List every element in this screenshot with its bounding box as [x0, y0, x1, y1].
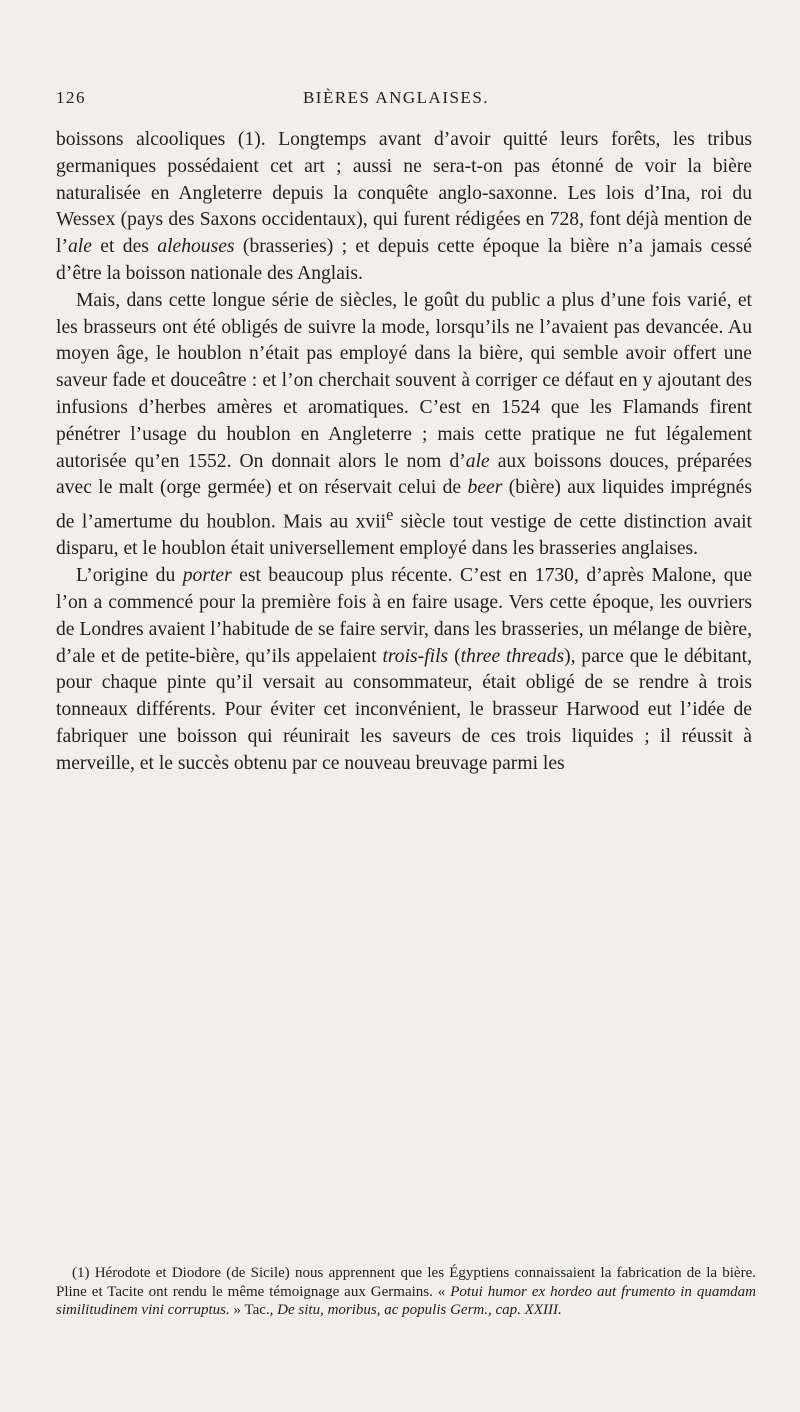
- paragraph-2: [56, 288, 752, 564]
- paragraph-1-text-3: (brasseries) ; et depuis cette époque la bière n’a jamais cessé d’être la boisson nationale des Anglais.: [56, 236, 752, 284]
- paragraph-2-text-4: siècle tout vestige de cette distinction avait disparu, et le houblon était universellement employé dans les brasseries anglaises.: [56, 511, 752, 560]
- footnote-latin-quote: Potui humor ex hordeo aut frumento in quamdam similitudinem vini corruptus.: [56, 1283, 756, 1318]
- paragraph-3-italic-3: three threads: [460, 645, 565, 667]
- running-head: [56, 88, 736, 114]
- paragraph-3: [56, 563, 752, 777]
- paragraph-2-text-3: (bière) aux liquides imprégnés de l’amertume du houblon. Mais au xvii: [56, 477, 752, 533]
- paragraph-3-text-3: (: [448, 645, 461, 667]
- body-text: [56, 127, 752, 778]
- footnote: [56, 1264, 756, 1320]
- paragraph-3-text-1: L’origine du: [76, 565, 183, 587]
- paragraph-1-text-1: boissons alcooliques (1). Longtemps avant d’avoir quitté leurs forêts, les tribus germaniques possédaient cet art ; aussi ne sera-t-on pas étonné de voir la bière naturalisée en Angleterre depuis la conquête anglo-saxonne. Les lois d’Ina, roi du Wessex (pays des Saxons occidentaux), qui furent rédigées en 728, font déjà mention de l’: [56, 129, 752, 258]
- paragraph-2-text-2: aux boissons douces, préparées avec le malt (orge germée) et on réservait celui de: [56, 450, 752, 499]
- footnote-paragraph: [56, 1264, 756, 1320]
- paragraph-3-text-4: ), parce que le débitant, pour chaque pinte qu’il versait au consommateur, était obligé de se rendre à trois tonneaux différents. Pour éviter cet inconvénient, le brasseur Harwood eut l’idée de fabriquer une boisson qui réunirait les saveurs de ces trois liquides ; il réussit à merveille, et le succès obtenu par ce nouveau breuvage parmi les: [56, 645, 753, 774]
- paragraph-1: [56, 127, 752, 288]
- paragraph-2-superscript: e: [386, 505, 394, 525]
- page-number: 126: [56, 88, 86, 107]
- running-title: BIÈRES ANGLAISES.: [302, 88, 490, 107]
- paragraph-1-italic-2: alehouses: [157, 236, 235, 258]
- footnote-text-1: (1) Hérodote et Diodore (de Sicile) nous apprennent que les Égyptiens connaissaient la fabrication de la bière. Pline et Tacite ont rendu le même témoignage aux Germains. «: [56, 1265, 756, 1300]
- paragraph-2-italic-2: beer: [467, 477, 503, 499]
- paragraph-1-italic-1: ale: [67, 236, 92, 258]
- paragraph-3-italic-2: trois-fils: [382, 645, 449, 667]
- footnote-text-2: » Tac.,: [229, 1302, 278, 1318]
- paragraph-2-text-1: Mais, dans cette longue série de siècles, le goût du public a plus d’une fois varié, et les brasseurs ont été obligés de suivre la mode, lorsqu’ils ne l’avaient pas devancée. Au moyen âge, le houblon n’était pas employé dans la bière, qui semble avoir offert une saveur fade et douceâtre : et l’on cherchait souvent à corriger ce défaut en y ajoutant des infusions d’herbes amères et aromatiques. C’est en 1524 que les Flamands firent pénétrer l’usage du houblon en Angleterre ; mais cette pratique ne fut légalement autorisée qu’en 1552. On donnait alors le nom d’: [56, 289, 752, 472]
- paragraph-1-text-2: et des: [91, 236, 158, 258]
- footnote-citation: De situ, moribus, ac populis Germ., cap. XXIII.: [277, 1302, 562, 1318]
- paragraph-3-text-2: est beaucoup plus récente. C’est en 1730, d’après Malone, que l’on a commencé pour la première fois à en faire usage. Vers cette époque, les ouvriers de Londres avaient l’habitude de se faire servir, dans les brasseries, un mélange de bière, d’ale et de petite-bière, qu’ils appelaient: [56, 565, 752, 667]
- paragraph-3-italic-1: porter: [182, 565, 232, 587]
- paragraph-2-italic-1: ale: [465, 450, 490, 472]
